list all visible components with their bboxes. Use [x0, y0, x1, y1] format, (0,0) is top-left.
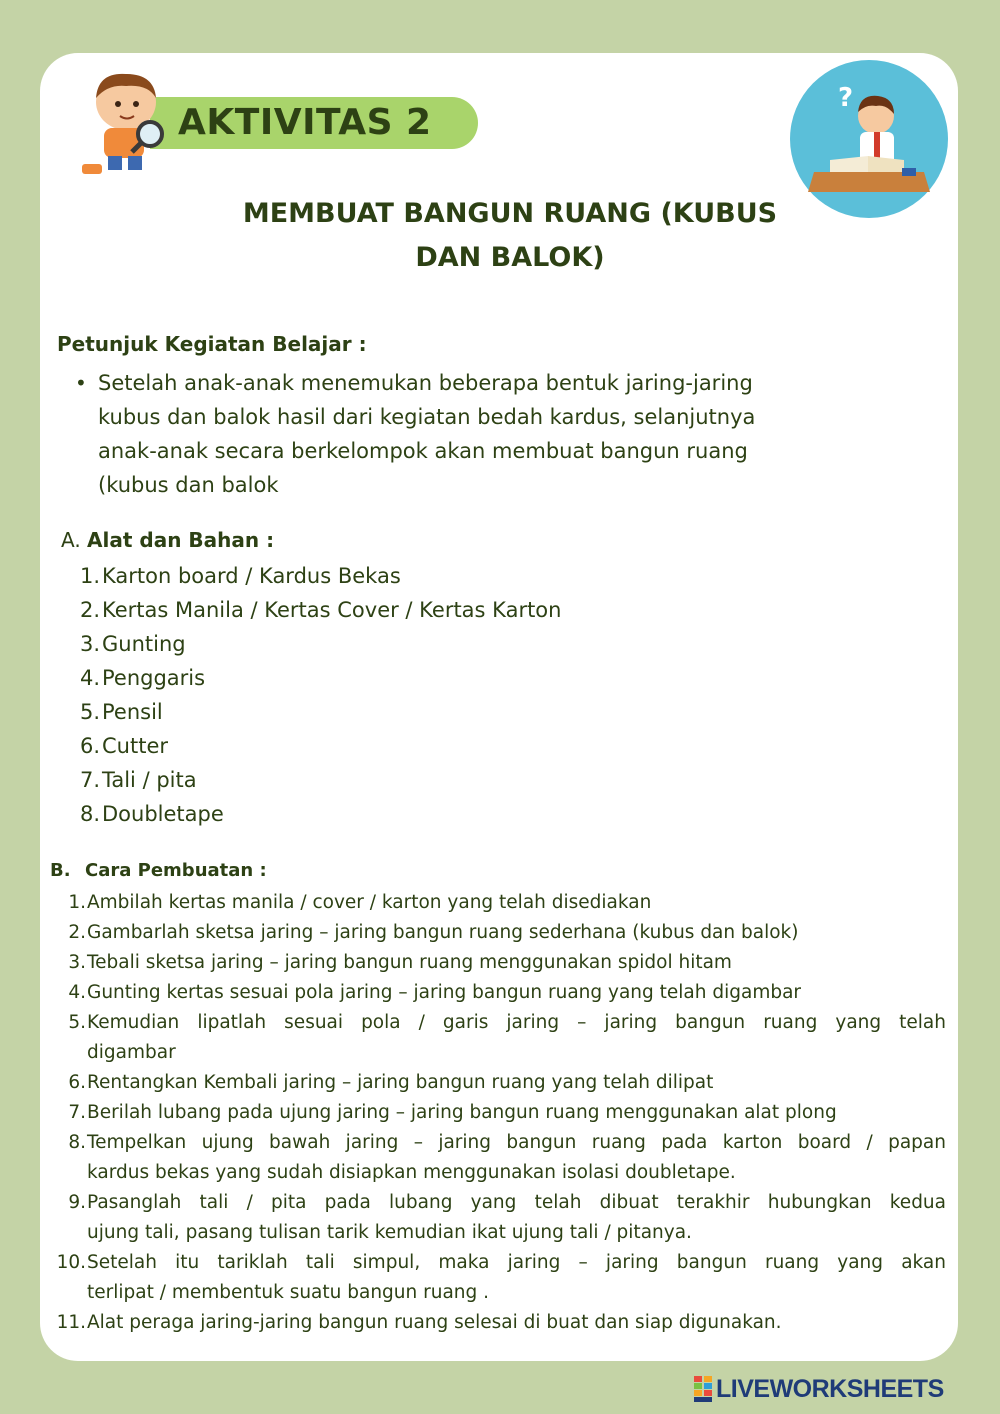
- material-item: [70, 797, 670, 831]
- material-item-text: Pensil: [102, 700, 163, 724]
- step-text: Tempelkan ujung bawah jaring – jaring bangun ruang pada karton board / papan: [87, 1132, 946, 1153]
- material-item-text: Cutter: [102, 734, 168, 758]
- materials-list: [70, 559, 670, 831]
- step-item: [50, 888, 946, 918]
- boy-with-magnifier-illustration: [74, 68, 174, 180]
- material-item-number: 3.: [79, 632, 100, 656]
- material-item-number: 5.: [79, 700, 100, 724]
- step-text: Alat peraga jaring-jaring bangun ruang selesai di buat dan siap digunakan.: [87, 1312, 782, 1333]
- material-item-text: Penggaris: [102, 666, 206, 690]
- step-number: 10.: [56, 1252, 86, 1273]
- step-number: 11.: [56, 1312, 86, 1333]
- step-item: [50, 1188, 946, 1248]
- step-number: 8.: [68, 1132, 86, 1153]
- material-item-number: 6.: [79, 734, 100, 758]
- liveworksheets-brand: LIVEWORKSHEETS: [716, 1374, 944, 1403]
- step-number: 7.: [68, 1102, 86, 1123]
- material-item: [70, 729, 670, 763]
- section-b-heading: [50, 860, 267, 881]
- step-text: Rentangkan Kembali jaring – jaring bangun ruang yang telah dilipat: [87, 1072, 714, 1093]
- instructions-heading: Petunjuk Kegiatan Belajar :: [57, 332, 367, 356]
- liveworksheets-logo: [694, 1374, 944, 1404]
- step-item: [50, 1098, 946, 1128]
- step-number: 3.: [68, 952, 86, 973]
- steps-list: [50, 888, 946, 1338]
- step-item: [50, 1308, 946, 1338]
- material-item-text: Karton board / Kardus Bekas: [102, 564, 401, 588]
- step-text: terlipat / membentuk suatu bangun ruang .: [87, 1282, 490, 1303]
- step-text: Kemudian lipatlah sesuai pola / garis jaring – jaring bangun ruang yang telah: [87, 1012, 946, 1033]
- step-item: [50, 1008, 946, 1068]
- step-item: [50, 1068, 946, 1098]
- section-b-title: Cara Pembuatan :: [85, 860, 267, 881]
- step-item: [50, 1128, 946, 1188]
- material-item-text: Kertas Manila / Kertas Cover / Kertas Karton: [102, 598, 562, 622]
- worksheet-title: [200, 192, 820, 280]
- step-item: [50, 1248, 946, 1308]
- step-item: [50, 978, 946, 1008]
- step-number: 4.: [68, 982, 86, 1003]
- material-item: [70, 661, 670, 695]
- material-item-text: Tali / pita: [102, 768, 197, 792]
- step-number: 6.: [68, 1072, 86, 1093]
- step-text: digambar: [87, 1042, 176, 1063]
- instructions-line: (kubus dan balok: [98, 473, 279, 497]
- material-item: [70, 763, 670, 797]
- svg-text:?: ?: [838, 83, 854, 113]
- material-item-text: Gunting: [102, 632, 186, 656]
- material-item-number: 8.: [79, 802, 100, 826]
- step-item: [50, 948, 946, 978]
- material-item: [70, 593, 670, 627]
- material-item-number: 4.: [79, 666, 100, 690]
- section-a-heading: [61, 528, 274, 552]
- material-item-number: 1.: [79, 564, 100, 588]
- section-b-letter: B.: [50, 860, 71, 881]
- step-text: Tebali sketsa jaring – jaring bangun ruang menggunakan spidol hitam: [87, 952, 732, 973]
- activity-label: AKTIVITAS 2: [178, 102, 432, 143]
- instructions-line: Setelah anak-anak menemukan beberapa bentuk jaring-jaring: [98, 371, 753, 395]
- liveworksheets-logo-icon: [694, 1376, 712, 1402]
- bullet-icon: •: [75, 371, 87, 395]
- material-item: [70, 627, 670, 661]
- material-item-number: 2.: [79, 598, 100, 622]
- step-text: Ambilah kertas manila / cover / karton yang telah disediakan: [87, 892, 652, 913]
- step-text: Gunting kertas sesuai pola jaring – jaring bangun ruang yang telah digambar: [87, 982, 802, 1003]
- title-line: DAN BALOK): [415, 242, 605, 273]
- material-item: [70, 695, 670, 729]
- step-text: kardus bekas yang sudah disiapkan menggunakan isolasi doubletape.: [87, 1162, 736, 1183]
- step-item: [50, 918, 946, 948]
- step-number: 5.: [68, 1012, 86, 1033]
- step-text: ujung tali, pasang tulisan tarik kemudian ikat ujung tali / pitanya.: [87, 1222, 692, 1243]
- material-item-number: 7.: [79, 768, 100, 792]
- step-number: 1.: [68, 892, 86, 913]
- step-number: 9.: [68, 1192, 86, 1213]
- material-item-text: Doubletape: [102, 802, 224, 826]
- instructions-line: anak-anak secara berkelompok akan membuat bangun ruang: [98, 439, 748, 463]
- instructions-line: kubus dan balok hasil dari kegiatan bedah kardus, selanjutnya: [98, 405, 756, 429]
- step-text: Berilah lubang pada ujung jaring – jaring bangun ruang menggunakan alat plong: [87, 1102, 837, 1123]
- step-text: Pasanglah tali / pita pada lubang yang telah dibuat terakhir hubungkan kedua: [87, 1192, 946, 1213]
- title-line: MEMBUAT BANGUN RUANG (KUBUS: [242, 198, 778, 229]
- step-number: 2.: [68, 922, 86, 943]
- step-text: Gambarlah sketsa jaring – jaring bangun ruang sederhana (kubus dan balok): [87, 922, 799, 943]
- step-text: Setelah itu tariklah tali simpul, maka jaring – jaring bangun ruang yang akan: [87, 1252, 946, 1273]
- section-a-letter: A.: [61, 528, 81, 552]
- section-a-title: Alat dan Bahan :: [87, 528, 275, 552]
- material-item: [70, 559, 670, 593]
- instructions-text: [75, 366, 845, 502]
